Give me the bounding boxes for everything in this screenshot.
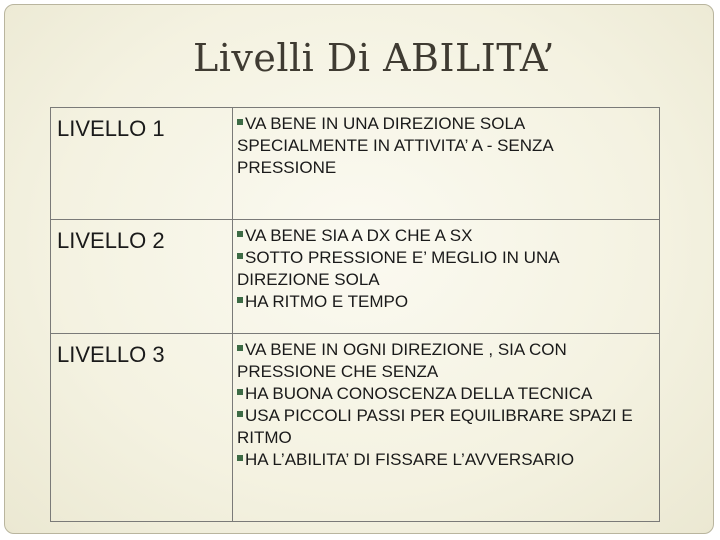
list-item-text: VA BENE SIA A DX CHE A SX bbox=[245, 226, 473, 245]
list-item-text: HA RITMO E TEMPO bbox=[245, 292, 409, 311]
square-bullet-icon bbox=[237, 389, 243, 395]
level-description bbox=[233, 220, 660, 334]
square-bullet-icon bbox=[237, 455, 243, 461]
square-bullet-icon bbox=[237, 253, 243, 259]
table-row bbox=[51, 108, 660, 220]
table-row bbox=[51, 220, 660, 334]
list-item-text: HA L’ABILITA’ DI FISSARE L’AVVERSARIO bbox=[245, 450, 575, 469]
list-item-text: HA BUONA CONOSCENZA DELLA TECNICA bbox=[245, 384, 593, 403]
level-label: LIVELLO 1 bbox=[51, 108, 233, 220]
level-label: LIVELLO 3 bbox=[51, 334, 233, 522]
square-bullet-icon bbox=[237, 411, 243, 417]
square-bullet-icon bbox=[237, 231, 243, 237]
square-bullet-icon bbox=[237, 297, 243, 303]
list-item-text: SOTTO PRESSIONE E’ MEGLIO IN UNA DIREZIONE SOLA bbox=[237, 248, 559, 289]
levels-table bbox=[50, 107, 660, 522]
list-item-text: USA PICCOLI PASSI PER EQUILIBRARE SPAZI E RITMO bbox=[237, 406, 633, 447]
list-item-text: VA BENE IN OGNI DIREZIONE , SIA CON PRESSIONE CHE SENZA bbox=[237, 340, 567, 381]
slide-title: Livelli Di ABILITA’ bbox=[193, 36, 555, 80]
list-item bbox=[237, 449, 655, 471]
list-item bbox=[237, 383, 655, 405]
square-bullet-icon bbox=[237, 119, 243, 125]
list-item-text: VA BENE IN UNA DIREZIONE SOLA SPECIALMENTE IN ATTIVITA’ A - SENZA PRESSIONE bbox=[237, 114, 553, 177]
level-label: LIVELLO 2 bbox=[51, 220, 233, 334]
list-item bbox=[237, 247, 655, 291]
level-description bbox=[233, 108, 660, 220]
list-item bbox=[237, 113, 655, 179]
list-item bbox=[237, 291, 655, 313]
level-description bbox=[233, 334, 660, 522]
list-item bbox=[237, 225, 655, 247]
list-item bbox=[237, 339, 655, 383]
list-item bbox=[237, 405, 655, 449]
square-bullet-icon bbox=[237, 345, 243, 351]
table-row bbox=[51, 334, 660, 522]
